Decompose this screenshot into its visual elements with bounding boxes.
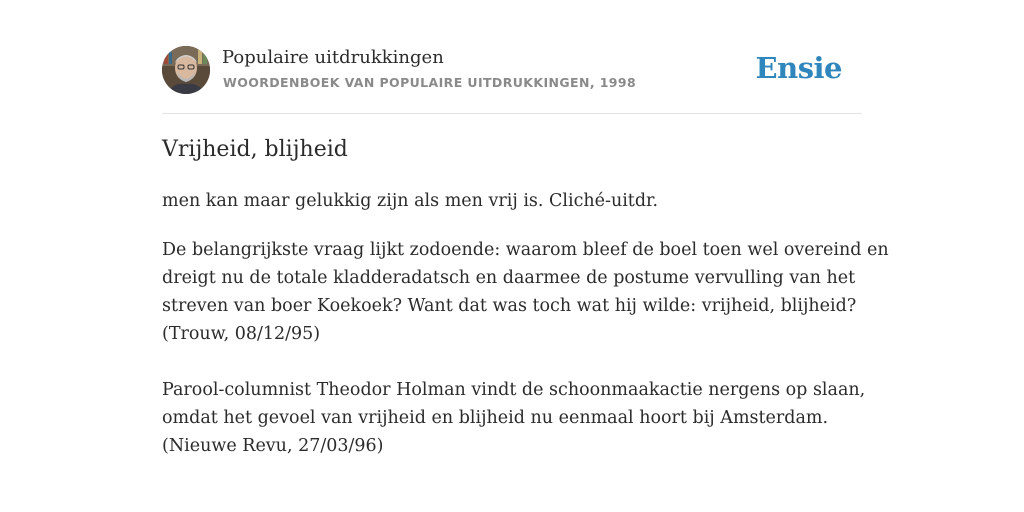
ensie-logo[interactable]: Ensie [755, 51, 842, 85]
example-quotes [162, 236, 889, 460]
source-subtitle: WOORDENBOEK VAN POPULAIRE UITDRUKKINGEN, 1998 [223, 75, 637, 90]
quote-line: omdat het gevoel van vrijheid en blijheid nu eenmaal hoort bij Amsterdam. [162, 408, 829, 428]
entry-title: Vrijheid, blijheid [162, 137, 348, 162]
quote-line: De belangrijkste vraag lijkt zodoende: waarom bleef de boel toen wel overeind en [162, 240, 889, 260]
quote-source: (Trouw, 08/12/95) [162, 324, 321, 344]
quote-line: streven van boer Koekoek? Want dat was toch wat hij wilde: vrijheid, blijheid? [162, 296, 857, 316]
quote-spacer [162, 348, 882, 376]
source-header [162, 46, 862, 96]
author-avatar [162, 46, 210, 94]
header-divider [162, 113, 862, 114]
quote-line: dreigt nu de totale kladderadatsch en daarmee de postume vervulling van het [162, 268, 856, 288]
quote-line: Parool-columnist Theodor Holman vindt de schoonmaakactie nergens op slaan, [162, 380, 866, 400]
source-title[interactable]: Populaire uitdrukkingen [222, 47, 444, 68]
author-portrait-icon [162, 46, 210, 94]
entry-definition: men kan maar gelukkig zijn als men vrij is. Cliché-uitdr. [162, 191, 659, 211]
quote-source: (Nieuwe Revu, 27/03/96) [162, 436, 384, 456]
